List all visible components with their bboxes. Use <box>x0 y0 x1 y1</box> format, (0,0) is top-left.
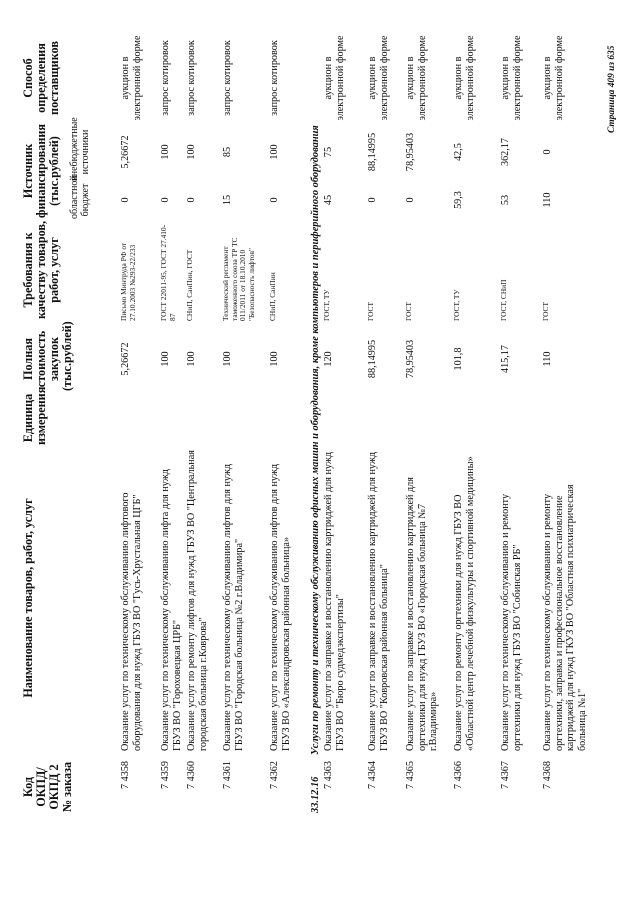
row-method: аукцион в электронной форме <box>405 35 428 121</box>
row-other: 42,5 <box>453 143 464 161</box>
row-requirements: СНиП, СанПин, ГОСТ <box>185 249 194 321</box>
table-row <box>367 33 405 813</box>
row-cost: 120 <box>323 351 334 367</box>
row-other: 100 <box>269 144 280 160</box>
rows-group-b <box>323 33 600 813</box>
row-requirements: ГОСТ, СНиП <box>499 279 508 321</box>
row-code: 7 4362 <box>269 761 280 790</box>
header-code: Код ОКПД/ ОКПД 2 № заказа <box>21 761 74 813</box>
row-name: Оказание услуг по техническому обслуживанию лифтов для нужд ГБУЗ ВО "Городская больница №2 г.Владимира" <box>222 463 245 751</box>
row-other: 85 <box>222 146 233 158</box>
row-code: 7 4368 <box>542 761 553 790</box>
row-name: Оказание услуг по техническому обслуживанию лифтов для нужд ГБУЗ ВО «Александровская районная больница» <box>269 463 292 751</box>
row-other: 0 <box>542 149 553 155</box>
row-code: 7 4358 <box>120 761 131 790</box>
table-row <box>222 33 269 813</box>
table-row <box>269 33 309 813</box>
row-budget: 53 <box>500 194 511 206</box>
row-other: 100 <box>186 144 197 160</box>
rows-group-a <box>120 33 309 813</box>
row-name: Оказание услуг по заправке и восстановлению картриджей для оргтехники для нужд ГБУЗ ВО «Городская больница №7 г.Владимира» <box>405 477 439 751</box>
section-code: 33.12.16 <box>310 776 321 813</box>
row-name: Оказание услуг по техническому обслуживанию и ремонту оргтехники для нужд ГБУЗ ВО "Собинская РБ" <box>500 493 523 751</box>
row-method: запрос котировок <box>222 40 233 116</box>
row-method: аукцион в электронной форме <box>323 35 346 121</box>
row-cost: 100 <box>186 351 197 367</box>
row-method: аукцион в электронной форме <box>542 35 565 121</box>
procurement-table <box>22 33 600 813</box>
row-budget: 110 <box>542 192 553 208</box>
row-other: 362,17 <box>500 138 511 167</box>
table-row <box>120 33 160 813</box>
section-title: Услуги по ремонту и техническому обслуживанию офисных машин и оборудования, кроме компьютеров и периферийного оборудования <box>310 125 321 755</box>
table-row <box>453 33 500 813</box>
row-code: 7 4365 <box>405 761 416 790</box>
row-code: 7 4366 <box>453 761 464 790</box>
row-requirements: ГОСТ <box>404 302 413 321</box>
row-requirements: ГОСТ, ТУ <box>452 289 461 321</box>
row-method: запрос котировок <box>160 40 171 116</box>
row-budget: 0 <box>269 197 280 203</box>
table-row <box>186 33 222 813</box>
header-source-title: Источник финансирования (тыс.рублей) <box>21 124 61 218</box>
row-other: 88,14995 <box>367 132 378 172</box>
row-cost: 100 <box>269 351 280 367</box>
row-name: Оказание услуг по техническому обслуживанию лифта для нужд ГБУЗ ВО "Гороховецкая ЦРБ" <box>160 469 183 751</box>
row-name: Оказание услуг по заправке и восстановлению картриджей для нужд ГБУЗ ВО "Ковровская районная больница" <box>367 451 390 751</box>
page-footer: Страница 409 из 635 <box>607 45 617 133</box>
row-method: аукцион в электронной форме <box>500 35 523 121</box>
table-row <box>160 33 186 813</box>
row-other: 78,95403 <box>405 132 416 172</box>
row-method: аукцион в электронной форме <box>453 35 476 121</box>
row-requirements: Технический регламент таможенного союза ТР ТС 011/2011 от 18.10.2010 "Безопасность лифтов" <box>221 237 256 321</box>
row-budget: 0 <box>120 197 131 203</box>
row-method: запрос котировок <box>269 40 280 116</box>
row-method: запрос котировок <box>186 40 197 116</box>
row-code: 7 4361 <box>222 761 233 790</box>
row-requirements: ГОСТ <box>541 302 550 321</box>
row-budget: 0 <box>405 197 416 203</box>
row-name: Оказание услуг по ремонту лифтов для нужд ГБУЗ ВО "Центральная городская больница г.Коврова" <box>186 450 209 751</box>
table-row <box>500 33 542 813</box>
row-budget: 45 <box>323 194 334 206</box>
row-other: 75 <box>323 146 334 158</box>
header-cost: Полная стоимость закупок (тыс.рублей) <box>21 321 74 391</box>
row-code: 7 4364 <box>367 761 378 790</box>
header-source <box>21 117 91 219</box>
row-cost: 110 <box>542 351 553 367</box>
row-cost: 88,14995 <box>367 339 378 379</box>
header-name: Наименование товаров, работ, услуг <box>21 498 35 698</box>
row-budget: 0 <box>367 197 378 203</box>
row-budget: 15 <box>222 194 233 206</box>
row-code: 7 4360 <box>186 761 197 790</box>
row-other: 100 <box>160 144 171 160</box>
row-name: Оказание услуг по техническому обслуживанию и ремонту оргтехники, заправка и профессиональное восстановление картриджей для нужд ГКУЗ ВО "Областная психиатрическая больница №1" <box>542 484 588 751</box>
row-method: аукцион в электронной форме <box>120 35 143 121</box>
table-row <box>323 33 367 813</box>
row-requirements: ГОСТ, ТУ <box>322 289 331 321</box>
header-source-other: внебюджетные источники <box>69 117 91 181</box>
row-cost: 100 <box>160 351 171 367</box>
row-code: 7 4363 <box>323 761 334 790</box>
header-method: Способ определения поставщиков <box>21 41 61 115</box>
row-name: Оказание услуг по заправке и восстановлению картриджей для нужд ГБУЗ ВО "Бюро судмедэкспертизы" <box>323 451 346 751</box>
row-budget: 0 <box>186 197 197 203</box>
section-heading <box>310 33 322 813</box>
row-code: 7 4359 <box>160 761 171 790</box>
row-budget: 0 <box>160 197 171 203</box>
row-requirements: ГОСТ 22011-95, ГОСТ 27.410-87 <box>159 224 177 321</box>
row-name: Оказание услуг по ремонту оргтехники для нужд ГБУЗ ВО «Областной центр лечебной физкультуры и спортивной медицины» <box>453 456 476 751</box>
row-name: Оказание услуг по техническому обслуживанию лифтового оборудования для нужд ГБУЗ ВО "Гусь-Хрустальная ЦГБ" <box>120 492 143 751</box>
header-unit: Единица измерения <box>21 386 48 445</box>
row-cost: 5,26672 <box>120 342 131 376</box>
header-requirements: Требования к качеству товаров, работ, услуг <box>21 220 61 320</box>
row-budget: 59,3 <box>453 191 464 209</box>
row-method: аукцион в электронной форме <box>367 35 390 121</box>
table-header <box>22 33 120 813</box>
row-code: 7 4367 <box>500 761 511 790</box>
row-requirements: ГОСТ <box>366 302 375 321</box>
row-cost: 415,17 <box>500 345 511 374</box>
row-cost: 78,95403 <box>405 339 416 379</box>
row-cost: 101,8 <box>453 347 464 371</box>
row-cost: 100 <box>222 351 233 367</box>
table-row <box>542 33 600 813</box>
table-row <box>405 33 453 813</box>
header-source-budget: областной бюджет <box>69 175 91 219</box>
row-requirements: СНиП, СанПин <box>268 272 277 321</box>
row-other: 5,26672 <box>120 135 131 169</box>
row-requirements: Письмо Минтруда РФ от 27.10.2003 №293-22/233 <box>119 242 137 321</box>
